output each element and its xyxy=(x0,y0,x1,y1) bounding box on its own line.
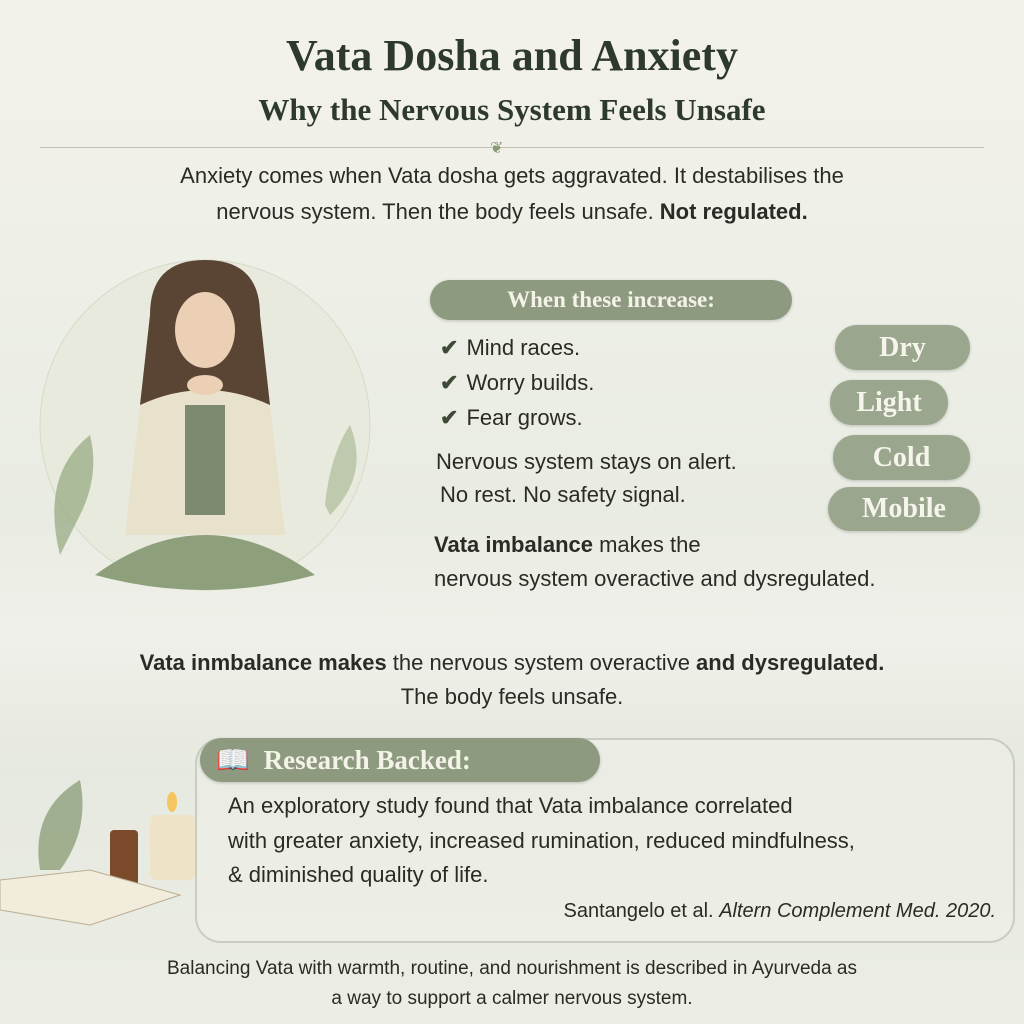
intro-bold: Not regulated. xyxy=(659,199,808,224)
list-item-text: Fear grows. xyxy=(466,405,583,430)
footer-line-2: a way to support a calmer nervous system. xyxy=(331,988,693,1009)
citation xyxy=(564,900,997,923)
list-item xyxy=(440,370,594,396)
intro-line-2 xyxy=(0,199,1024,225)
footer-line-1: Balancing Vata with warmth, routine, and nourishment is described in Ayurveda as xyxy=(166,958,857,979)
imbalance-line-2: nervous system overactive and dysregulated. xyxy=(434,566,876,591)
research-line-3: & diminished quality of life. xyxy=(228,862,489,887)
open-book-icon: 📖 xyxy=(216,745,250,775)
research-line-2: with greater anxiety, increased rumination, reduced mindfulness, xyxy=(228,828,855,853)
research-heading xyxy=(200,738,600,782)
summary-bold-1: Vata inmbalance makes xyxy=(139,650,387,675)
citation-journal: Altern Complement Med. 2020. xyxy=(719,900,996,922)
quality-tag-dry: Dry xyxy=(835,325,970,370)
candle-book-illustration xyxy=(0,760,210,940)
imbalance-bold: Vata imbalance xyxy=(434,532,593,557)
research-heading-text: Research Backed: xyxy=(263,744,471,775)
alert-line-2: No rest. No safety signal. xyxy=(440,482,686,507)
list-item xyxy=(440,405,583,431)
summary-line-1 xyxy=(0,650,1024,676)
citation-authors: Santangelo et al. xyxy=(563,900,720,922)
check-icon: ✔ xyxy=(440,405,459,430)
summary-bold-2: and dysregulated. xyxy=(696,650,885,675)
ornament-icon: ❦ xyxy=(490,140,504,157)
list-item xyxy=(440,335,580,361)
divider xyxy=(40,147,984,148)
summary-text: the nervous system overactive xyxy=(386,650,697,675)
page-subtitle: Why the Nervous System Feels Unsafe xyxy=(258,92,766,127)
intro-line-1: Anxiety comes when Vata dosha gets aggravated. It destabilises the xyxy=(180,163,844,188)
list-item-text: Worry builds. xyxy=(466,370,595,395)
list-item-text: Mind races. xyxy=(466,335,581,360)
intro-text: nervous system. Then the body feels unsafe. xyxy=(216,199,660,224)
research-line-1: An exploratory study found that Vata imbalance correlated xyxy=(228,793,793,818)
quality-tag-light: Light xyxy=(830,380,948,425)
imbalance-line-1 xyxy=(434,532,701,558)
when-increase-heading: When these increase: xyxy=(430,280,792,320)
imbalance-text: makes the xyxy=(592,532,701,557)
quality-tag-cold: Cold xyxy=(833,435,970,480)
summary-line-2: The body feels unsafe. xyxy=(400,684,624,709)
check-icon: ✔ xyxy=(440,370,459,395)
alert-line-1: Nervous system stays on alert. xyxy=(436,449,737,474)
quality-tag-mobile: Mobile xyxy=(828,487,980,531)
page-title: Vata Dosha and Anxiety xyxy=(286,31,738,80)
check-icon: ✔ xyxy=(440,335,459,360)
meditating-woman-illustration xyxy=(20,255,380,615)
